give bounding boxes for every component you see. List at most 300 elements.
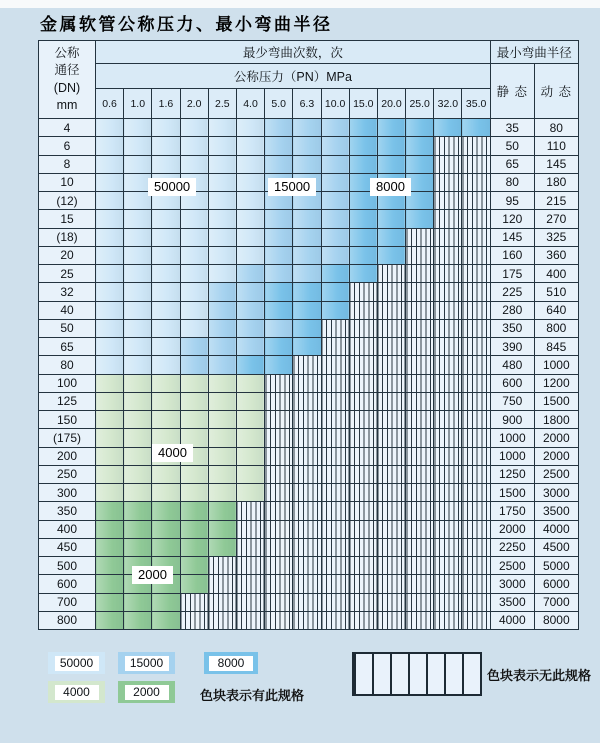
spec-cell-cycles-2000 — [96, 575, 124, 593]
spec-cell-no-spec — [462, 283, 490, 301]
spec-cell-no-spec — [377, 465, 405, 483]
spec-cell-cycles-8000 — [293, 283, 321, 301]
static-radius-cell: 480 — [490, 356, 534, 374]
spec-cell-no-spec — [208, 557, 236, 575]
spec-cell-cycles-50000 — [124, 210, 152, 228]
static-radius-cell: 160 — [490, 246, 534, 264]
spec-cell-no-spec — [462, 137, 490, 155]
spec-cell-no-spec — [293, 392, 321, 410]
spec-cell-cycles-2000 — [124, 538, 152, 556]
dynamic-radius-cell: 8000 — [534, 611, 578, 629]
dn-cell: 800 — [39, 611, 96, 629]
static-radius-cell: 35 — [490, 119, 534, 137]
spec-cell-cycles-8000 — [349, 137, 377, 155]
spec-cell-cycles-50000 — [180, 301, 208, 319]
dn-cell: 80 — [39, 356, 96, 374]
spec-cell-cycles-8000 — [349, 246, 377, 264]
spec-cell-cycles-15000 — [293, 119, 321, 137]
spec-cell-cycles-2000 — [152, 593, 180, 611]
spec-cell-no-spec — [349, 593, 377, 611]
spec-cell-no-spec — [349, 557, 377, 575]
spec-cell-no-spec — [462, 557, 490, 575]
spec-cell-cycles-4000 — [180, 411, 208, 429]
spec-cell-cycles-2000 — [152, 502, 180, 520]
table-row — [39, 593, 579, 611]
spec-cell-cycles-15000 — [265, 137, 293, 155]
spec-cell-cycles-4000 — [236, 429, 264, 447]
pressure-col-label: 35.0 — [462, 89, 490, 119]
spec-cell-no-spec — [462, 593, 490, 611]
spec-cell-cycles-4000 — [124, 392, 152, 410]
dn-cell: 150 — [39, 411, 96, 429]
table-row — [39, 538, 579, 556]
spec-cell-no-spec — [265, 593, 293, 611]
static-radius-cell: 120 — [490, 210, 534, 228]
spec-cell-cycles-2000 — [96, 593, 124, 611]
pressure-col-label: 0.6 — [96, 89, 124, 119]
spec-cell-cycles-50000 — [96, 137, 124, 155]
spec-cell-no-spec — [293, 611, 321, 629]
pressure-col-label: 1.6 — [152, 89, 180, 119]
spec-cell-cycles-2000 — [96, 611, 124, 629]
spec-cell-cycles-2000 — [152, 538, 180, 556]
legend-label: 15000 — [125, 656, 169, 671]
static-radius-cell: 1000 — [490, 429, 534, 447]
spec-cell-no-spec — [462, 374, 490, 392]
spec-cell-no-spec — [293, 502, 321, 520]
spec-cell-cycles-50000 — [180, 283, 208, 301]
spec-cell-no-spec — [349, 429, 377, 447]
spec-cell-cycles-4000 — [96, 447, 124, 465]
dn-cell: (18) — [39, 228, 96, 246]
spec-cell-no-spec — [377, 283, 405, 301]
spec-cell-no-spec — [321, 447, 349, 465]
spec-cell-no-spec — [434, 593, 462, 611]
spec-cell-cycles-8000 — [265, 338, 293, 356]
spec-cell-no-spec — [236, 557, 264, 575]
dynamic-radius-cell: 270 — [534, 210, 578, 228]
spec-cell-no-spec — [462, 210, 490, 228]
spec-cell-no-spec — [349, 338, 377, 356]
spec-cell-cycles-2000 — [96, 538, 124, 556]
spec-cell-cycles-50000 — [208, 119, 236, 137]
spec-cell-cycles-4000 — [124, 447, 152, 465]
spec-cell-no-spec — [434, 246, 462, 264]
spec-cell-cycles-4000 — [124, 484, 152, 502]
pressure-col-label: 32.0 — [434, 89, 462, 119]
spec-cell-no-spec — [321, 557, 349, 575]
dynamic-radius-cell: 640 — [534, 301, 578, 319]
dn-cell: 4 — [39, 119, 96, 137]
spec-cell-cycles-4000 — [152, 374, 180, 392]
spec-cell-cycles-4000 — [208, 447, 236, 465]
spec-cell-cycles-8000 — [377, 137, 405, 155]
spec-cell-no-spec — [293, 484, 321, 502]
dynamic-radius-cell: 7000 — [534, 593, 578, 611]
spec-cell-cycles-4000 — [236, 374, 264, 392]
table-row — [39, 557, 579, 575]
dynamic-header: 动 态 — [534, 64, 578, 119]
spec-cell-cycles-8000 — [236, 356, 264, 374]
dynamic-radius-cell: 1200 — [534, 374, 578, 392]
dn-cell: 450 — [39, 538, 96, 556]
spec-cell-no-spec — [406, 338, 434, 356]
spec-cell-no-spec — [377, 319, 405, 337]
spec-cell-no-spec — [406, 392, 434, 410]
dn-cell: 100 — [39, 374, 96, 392]
spec-cell-cycles-15000 — [321, 246, 349, 264]
spec-cell-cycles-4000 — [208, 484, 236, 502]
spec-cell-no-spec — [462, 319, 490, 337]
spec-cell-cycles-4000 — [152, 465, 180, 483]
spec-cell-no-spec — [462, 265, 490, 283]
spec-cell-cycles-4000 — [124, 429, 152, 447]
dynamic-radius-cell: 1000 — [534, 356, 578, 374]
corner-header: 公称 通径 (DN) mm — [39, 41, 96, 119]
spec-cell-cycles-4000 — [96, 465, 124, 483]
spec-cell-cycles-8000 — [293, 319, 321, 337]
static-radius-cell: 2250 — [490, 538, 534, 556]
spec-cell-cycles-50000 — [152, 301, 180, 319]
spec-cell-cycles-15000 — [208, 319, 236, 337]
spec-cell-cycles-50000 — [124, 338, 152, 356]
spec-cell-no-spec — [265, 538, 293, 556]
spec-cell-cycles-8000 — [377, 210, 405, 228]
spec-cell-cycles-15000 — [265, 210, 293, 228]
spec-cell-cycles-4000 — [96, 392, 124, 410]
static-radius-cell: 1500 — [490, 484, 534, 502]
spec-cell-no-spec — [349, 447, 377, 465]
dn-cell: 700 — [39, 593, 96, 611]
spec-cell-no-spec — [265, 502, 293, 520]
dynamic-radius-cell: 2000 — [534, 429, 578, 447]
spec-cell-cycles-15000 — [265, 155, 293, 173]
dynamic-radius-cell: 1800 — [534, 411, 578, 429]
spec-cell-cycles-50000 — [96, 246, 124, 264]
spec-cell-cycles-50000 — [124, 228, 152, 246]
table-row — [39, 374, 579, 392]
spec-cell-no-spec — [236, 611, 264, 629]
dn-cell: 350 — [39, 502, 96, 520]
table-row — [39, 447, 579, 465]
static-radius-cell: 175 — [490, 265, 534, 283]
spec-cell-no-spec — [321, 338, 349, 356]
spec-cell-cycles-50000 — [236, 137, 264, 155]
spec-cell-cycles-8000 — [349, 228, 377, 246]
static-radius-cell: 390 — [490, 338, 534, 356]
spec-cell-cycles-4000 — [208, 429, 236, 447]
spec-cell-no-spec — [265, 575, 293, 593]
spec-cell-cycles-50000 — [96, 319, 124, 337]
spec-cell-no-spec — [462, 173, 490, 191]
spec-cell-no-spec — [349, 319, 377, 337]
table-row — [39, 319, 579, 337]
pressure-col-label: 2.0 — [180, 89, 208, 119]
spec-cell-cycles-50000 — [152, 246, 180, 264]
dn-cell: 6 — [39, 137, 96, 155]
dn-cell: 65 — [39, 338, 96, 356]
spec-cell-no-spec — [462, 301, 490, 319]
pressure-col-label: 6.3 — [293, 89, 321, 119]
spec-cell-cycles-50000 — [208, 192, 236, 210]
spec-cell-cycles-50000 — [208, 210, 236, 228]
spec-cell-no-spec — [180, 611, 208, 629]
dynamic-radius-cell: 3000 — [534, 484, 578, 502]
static-radius-cell: 4000 — [490, 611, 534, 629]
spec-cell-cycles-8000 — [377, 246, 405, 264]
spec-cell-cycles-2000 — [180, 520, 208, 538]
spec-cell-no-spec — [462, 228, 490, 246]
spec-cell-no-spec — [434, 575, 462, 593]
spec-cell-no-spec — [406, 301, 434, 319]
dynamic-radius-cell: 325 — [534, 228, 578, 246]
spec-cell-no-spec — [377, 538, 405, 556]
table-row — [39, 155, 579, 173]
spec-cell-cycles-50000 — [152, 356, 180, 374]
spec-cell-cycles-50000 — [180, 210, 208, 228]
dynamic-radius-cell: 4500 — [534, 538, 578, 556]
spec-cell-no-spec — [406, 520, 434, 538]
table-row — [39, 575, 579, 593]
spec-cell-no-spec — [434, 155, 462, 173]
spec-cell-no-spec — [377, 392, 405, 410]
spec-cell-no-spec — [434, 356, 462, 374]
spec-cell-no-spec — [377, 356, 405, 374]
spec-cell-cycles-4000 — [236, 465, 264, 483]
spec-cell-cycles-4000 — [124, 374, 152, 392]
spec-cell-no-spec — [377, 429, 405, 447]
legend-label: 2000 — [125, 685, 169, 700]
spec-cell-no-spec — [434, 465, 462, 483]
spec-cell-no-spec — [265, 447, 293, 465]
static-radius-cell: 225 — [490, 283, 534, 301]
dynamic-radius-cell: 510 — [534, 283, 578, 301]
spec-cell-cycles-2000 — [124, 520, 152, 538]
dynamic-radius-cell: 400 — [534, 265, 578, 283]
dn-cell: 20 — [39, 246, 96, 264]
static-radius-cell: 900 — [490, 411, 534, 429]
spec-cell-cycles-8000 — [321, 265, 349, 283]
static-radius-cell: 95 — [490, 192, 534, 210]
dynamic-radius-cell: 1500 — [534, 392, 578, 410]
spec-cell-cycles-8000 — [265, 301, 293, 319]
spec-cell-no-spec — [406, 538, 434, 556]
spec-cell-cycles-50000 — [180, 265, 208, 283]
spec-cell-cycles-50000 — [236, 228, 264, 246]
spec-cell-cycles-50000 — [236, 192, 264, 210]
spec-cell-cycles-4000 — [208, 465, 236, 483]
spec-cell-cycles-15000 — [293, 228, 321, 246]
static-radius-cell: 1250 — [490, 465, 534, 483]
spec-cell-cycles-4000 — [236, 411, 264, 429]
table-row — [39, 356, 579, 374]
spec-cell-no-spec — [293, 465, 321, 483]
spec-cell-cycles-50000 — [180, 155, 208, 173]
spec-cell-cycles-15000 — [293, 137, 321, 155]
spec-cell-cycles-2000 — [96, 502, 124, 520]
spec-cell-cycles-50000 — [208, 137, 236, 155]
spec-cell-no-spec — [321, 593, 349, 611]
table-row — [39, 119, 579, 137]
spec-cell-no-spec — [406, 411, 434, 429]
spec-cell-cycles-50000 — [208, 265, 236, 283]
pressure-col-label: 1.0 — [124, 89, 152, 119]
spec-cell-no-spec — [434, 137, 462, 155]
spec-cell-no-spec — [434, 557, 462, 575]
spec-cell-cycles-2000 — [124, 593, 152, 611]
top-strip — [0, 0, 600, 8]
spec-cell-no-spec — [208, 593, 236, 611]
pressure-col-label: 5.0 — [265, 89, 293, 119]
spec-cell-cycles-8000 — [377, 228, 405, 246]
spec-cell-no-spec — [462, 338, 490, 356]
static-radius-cell: 1750 — [490, 502, 534, 520]
table-row — [39, 611, 579, 629]
spec-cell-cycles-15000 — [293, 246, 321, 264]
spec-cell-no-spec — [349, 575, 377, 593]
spec-cell-no-spec — [462, 611, 490, 629]
spec-cell-cycles-50000 — [236, 119, 264, 137]
spec-cell-cycles-15000 — [321, 155, 349, 173]
spec-cell-no-spec — [321, 411, 349, 429]
spec-cell-cycles-8000 — [406, 155, 434, 173]
static-radius-cell: 1000 — [490, 447, 534, 465]
spec-cell-cycles-50000 — [96, 228, 124, 246]
spec-cell-cycles-15000 — [236, 338, 264, 356]
spec-cell-no-spec — [406, 484, 434, 502]
spec-cell-cycles-15000 — [321, 119, 349, 137]
table-row — [39, 484, 579, 502]
legend-has-spec-text: 色块表示有此规格 — [200, 688, 305, 703]
spec-cell-cycles-50000 — [152, 228, 180, 246]
table-row — [39, 429, 579, 447]
spec-cell-cycles-50000 — [236, 246, 264, 264]
spec-cell-no-spec — [349, 301, 377, 319]
spec-cell-no-spec — [406, 465, 434, 483]
table-row — [39, 392, 579, 410]
spec-cell-cycles-4000 — [96, 429, 124, 447]
spec-cell-no-spec — [236, 502, 264, 520]
spec-cell-no-spec — [293, 575, 321, 593]
spec-cell-no-spec — [406, 502, 434, 520]
spec-table — [38, 40, 579, 630]
spec-cell-cycles-50000 — [152, 265, 180, 283]
spec-cell-no-spec — [349, 392, 377, 410]
table-row — [39, 301, 579, 319]
spec-cell-cycles-50000 — [236, 155, 264, 173]
spec-cell-cycles-15000 — [265, 265, 293, 283]
spec-cell-no-spec — [377, 301, 405, 319]
spec-cell-no-spec — [434, 502, 462, 520]
spec-cell-cycles-4000 — [96, 484, 124, 502]
spec-cell-no-spec — [434, 319, 462, 337]
spec-cell-cycles-4000 — [124, 465, 152, 483]
table-row — [39, 265, 579, 283]
pressure-col-label: 4.0 — [236, 89, 264, 119]
spec-cell-cycles-50000 — [180, 319, 208, 337]
spec-cell-cycles-50000 — [124, 119, 152, 137]
spec-cell-no-spec — [265, 465, 293, 483]
table-row — [39, 520, 579, 538]
spec-cell-no-spec — [265, 374, 293, 392]
spec-cell-no-spec — [349, 356, 377, 374]
spec-cell-no-spec — [293, 593, 321, 611]
spec-cell-cycles-15000 — [265, 319, 293, 337]
spec-cell-cycles-50000 — [96, 155, 124, 173]
spec-cell-no-spec — [462, 447, 490, 465]
dn-cell: (175) — [39, 429, 96, 447]
spec-cell-cycles-15000 — [208, 338, 236, 356]
spec-cell-cycles-50000 — [180, 246, 208, 264]
spec-cell-no-spec — [462, 155, 490, 173]
spec-cell-no-spec — [208, 575, 236, 593]
spec-cell-no-spec — [406, 356, 434, 374]
spec-cell-cycles-15000 — [265, 228, 293, 246]
spec-cell-no-spec — [377, 447, 405, 465]
spec-cell-no-spec — [349, 520, 377, 538]
legend-no-spec-swatch — [352, 652, 482, 696]
spec-cell-no-spec — [349, 411, 377, 429]
dynamic-radius-cell: 360 — [534, 246, 578, 264]
spec-cell-no-spec — [377, 593, 405, 611]
spec-cell-cycles-50000 — [124, 301, 152, 319]
spec-cell-cycles-8000 — [377, 155, 405, 173]
spec-cell-no-spec — [406, 319, 434, 337]
spec-cell-no-spec — [349, 374, 377, 392]
spec-cell-cycles-2000 — [180, 538, 208, 556]
spec-cell-no-spec — [293, 429, 321, 447]
spec-cell-cycles-8000 — [265, 356, 293, 374]
static-radius-cell: 280 — [490, 301, 534, 319]
spec-cell-cycles-50000 — [152, 283, 180, 301]
spec-cell-cycles-8000 — [462, 119, 490, 137]
page-title: 金属软管公称压力、最小弯曲半径 — [40, 15, 333, 35]
spec-cell-no-spec — [434, 338, 462, 356]
spec-cell-cycles-4000 — [152, 484, 180, 502]
zone-label-50000: 50000 — [148, 178, 196, 196]
spec-cell-cycles-2000 — [152, 520, 180, 538]
spec-cell-no-spec — [434, 210, 462, 228]
spec-cell-cycles-8000 — [321, 283, 349, 301]
spec-cell-cycles-2000 — [180, 557, 208, 575]
spec-cell-no-spec — [406, 374, 434, 392]
spec-cell-no-spec — [462, 411, 490, 429]
spec-cell-cycles-15000 — [321, 137, 349, 155]
spec-table-wrap — [38, 40, 579, 630]
spec-cell-cycles-50000 — [96, 338, 124, 356]
spec-cell-cycles-50000 — [96, 356, 124, 374]
spec-cell-cycles-8000 — [349, 265, 377, 283]
spec-cell-no-spec — [321, 392, 349, 410]
spec-cell-no-spec — [265, 411, 293, 429]
spec-cell-cycles-15000 — [180, 338, 208, 356]
spec-cell-cycles-2000 — [124, 611, 152, 629]
spec-cell-no-spec — [321, 502, 349, 520]
spec-cell-no-spec — [434, 301, 462, 319]
legend-label: 50000 — [55, 656, 99, 671]
legend-label: 4000 — [55, 685, 99, 700]
spec-cell-no-spec — [377, 374, 405, 392]
spec-cell-no-spec — [377, 502, 405, 520]
spec-cell-cycles-50000 — [236, 173, 264, 191]
spec-cell-cycles-4000 — [208, 411, 236, 429]
spec-cell-cycles-8000 — [321, 301, 349, 319]
spec-cell-cycles-4000 — [180, 374, 208, 392]
spec-cell-cycles-15000 — [180, 356, 208, 374]
spec-cell-no-spec — [434, 429, 462, 447]
spec-cell-cycles-15000 — [208, 283, 236, 301]
spec-cell-cycles-8000 — [349, 210, 377, 228]
